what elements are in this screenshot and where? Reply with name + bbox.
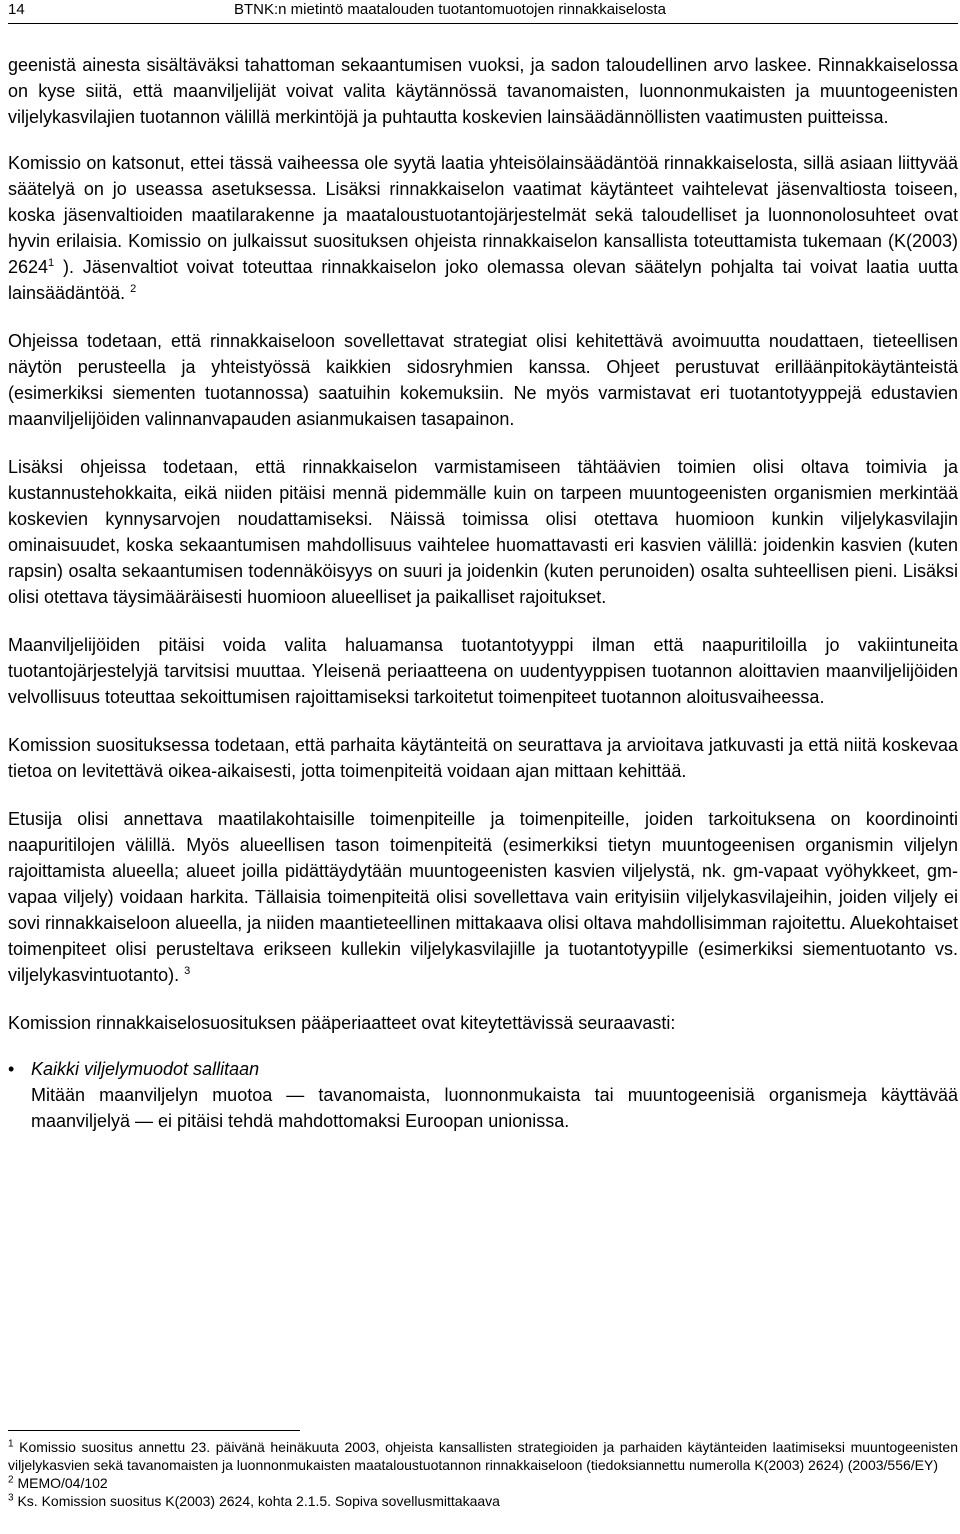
paragraph-2-text-b: ). Jäsenvaltiot voivat toteuttaa rinnakkaiselon joko olemassa olevan säätelyn pohjalta tai voivat laatia uutta lainsäädäntöä. <box>8 257 958 303</box>
footnote-1-text: Komissio suositus annettu 23. päivänä heinäkuuta 2003, ohjeista kansallisten strategioiden ja parhaiden käytänteiden laatimiseksi muuntogeenisten viljelykasvien sekä tavanomaisten ja luonnonmukaisten maataloustuotannon rinnakkaiseloon (tiedoksiannettu numerolla K(2003) 2624) (2003/556/EY) <box>8 1439 958 1473</box>
footnote-ref-1: 1 <box>48 257 55 269</box>
footnote-1-number: 1 <box>8 1438 14 1450</box>
paragraph-1: geenistä ainesta sisältäväksi tahattoman sekaantumisen vuoksi, ja sadon taloudellinen arvo laskee. Rinnakkaiselossa on kyse siitä, että maanviljelijät voivat valita käytännössä tavanomaisten, luonnonmukaisten ja muuntogeenisten viljelykasvilajien tuotannon välillä merkintöjä ja puhtautta koskevien lainsäädännöllisten vaatimusten puitteissa. <box>8 55 958 127</box>
footnote-2-number: 2 <box>8 1474 14 1486</box>
footnote-3-text: Ks. Komission suositus K(2003) 2624, kohta 2.1.5. Sopiva sovellusmittakaava <box>17 1493 500 1509</box>
bullet-list-item <box>8 1056 958 1134</box>
paragraph-5: Maanviljelijöiden pitäisi voida valita haluamansa tuotantotyyppi ilman että naapuritiloilla jo vakiintuneita tuotantojärjestelyjä tarvitsisi muuttaa. Yleisenä periaatteena on uudentyyppisen tuotannon aloittavien maanviljelijöiden velvollisuus toteuttaa sekoittumisen rajoittamiseksi tarkoitetut toimenpiteet tuotannon aloitusvaiheessa. <box>8 635 958 707</box>
page-header <box>8 0 958 20</box>
footnote-2 <box>8 1474 958 1492</box>
bullet-icon: • <box>8 1059 15 1079</box>
footnote-3 <box>8 1492 958 1510</box>
header-rule <box>8 23 958 24</box>
footnotes <box>8 1430 958 1510</box>
paragraph-8: Komission rinnakkaiselosuosituksen pääperiaatteet ovat kiteytettävissä seuraavasti: <box>8 1013 676 1033</box>
paragraph-2 <box>8 150 958 306</box>
page-number: 14 <box>8 1 25 18</box>
paragraph-7 <box>8 806 958 988</box>
bullet-title: Kaikki viljelymuodot sallitaan <box>31 1059 260 1079</box>
running-header-title: BTNK:n mietintö maatalouden tuotantomuotojen rinnakkaiselosta <box>234 1 666 18</box>
footnote-ref-2: 2 <box>130 283 137 295</box>
paragraph-6: Komission suosituksessa todetaan, että parhaita käytänteitä on seurattava ja arvioitava jatkuvasti ja että niitä koskevaa tietoa on levitettävä oikea-aikaisesti, jotta toimenpiteitä voidaan ajan mittaan kehittää. <box>8 735 958 781</box>
document-body <box>8 52 958 1134</box>
bullet-text: Mitään maanviljelyn muotoa — tavanomaista, luonnonmukaista tai muuntogeenisiä organismeja käyttävää maanviljelyä — ei pitäisi tehdä mahdottomaksi Euroopan unionissa. <box>31 1085 958 1131</box>
paragraph-3: Ohjeissa todetaan, että rinnakkaiseloon sovellettavat strategiat olisi kehitettävä avoimuutta noudattaen, tieteellisen näytön perusteella ja yhteistyössä kaikkien sidosryhmien kanssa. Ohjeet perustuvat erilläänpitokäytänteistä (esimerkiksi siementen tuotannossa) saatuihin kokemuksiin. Ne myös varmistavat eri tuotantotyyppejä edustavien maanviljelijöiden valinnanvapauden asianmukaisen tasapainon. <box>8 331 958 429</box>
footnote-ref-3: 3 <box>184 965 191 977</box>
footnote-3-number: 3 <box>8 1492 14 1504</box>
footnote-2-text: MEMO/04/102 <box>17 1475 108 1491</box>
paragraph-4: Lisäksi ohjeissa todetaan, että rinnakkaiselon varmistamiseen tähtäävien toimien olisi oltava toimivia ja kustannustehokkaita, eikä niiden pitäisi mennä pidemmälle kuin on tarpeen muuntogeenisten organismien merkintää koskevien kynnysarvojen noudattamiseksi. Näissä toimissa olisi otettava huomioon kunkin viljelykasvilajin ominaisuudet, koska sekaantumisen mahdollisuus vaihtelee huomattavasti eri kasvien välillä: joidenkin kasvien (kuten rapsin) osalta sekaantumisen todennäköisyys on suuri ja joidenkin (kuten perunoiden) osalta suhteellisen pieni. Lisäksi olisi otettava täysimääräisesti huomioon alueelliset ja paikalliset rajoitukset. <box>8 457 958 607</box>
footnote-1 <box>8 1438 958 1474</box>
paragraph-2-text-a: Komissio on katsonut, ettei tässä vaiheessa ole syytä laatia yhteisölainsäädäntöä rinnakkaiselosta, sillä asiaan liittyvää säätelyä on jo useassa asetuksessa. Lisäksi rinnakkaiselon vaatimat käytänteet vaihtelevat jäsenvaltiosta toiseen, koska jäsenvaltioiden maatilarakenne ja maataloustuotantojärjestelmät sekä taloudelliset ja luonnonolosuhteet ovat hyvin erilaisia. Komissio on julkaissut suosituksen ohjeista rinnakkaiselon kansallista toteuttamista tukemaan (K(2003) 2624 <box>8 153 958 277</box>
footnote-rule <box>8 1430 300 1431</box>
paragraph-7-text: Etusija olisi annettava maatilakohtaisille toimenpiteille ja toimenpiteille, joiden tarkoituksena on koordinointi naapuritilojen välillä. Myös alueellisen tason toimenpiteitä (esimerkiksi tietyn muuntogeenisen organismin viljelyn rajoittamista alueella; alueet joilla pidättäydytään muuntogeenisten kasvien viljelystä, nk. gm-vapaat vyöhykkeet, gm-vapaa viljely) voidaan harkita. Tällaisia toimenpiteitä olisi sovellettava vain erityisiin viljelykasvilajeihin, joiden viljely ei sovi rinnakkaiseloon alueella, ja niiden maantieteellinen mittakaava olisi oltava mahdollisimman rajoitettu. Aluekohtaiset toimenpiteet olisi perusteltava erikseen kullekin viljelykasvilajille ja tuotantotyypille (esimerkiksi siementuotanto vs. viljelykasvintuotanto). <box>8 809 958 985</box>
